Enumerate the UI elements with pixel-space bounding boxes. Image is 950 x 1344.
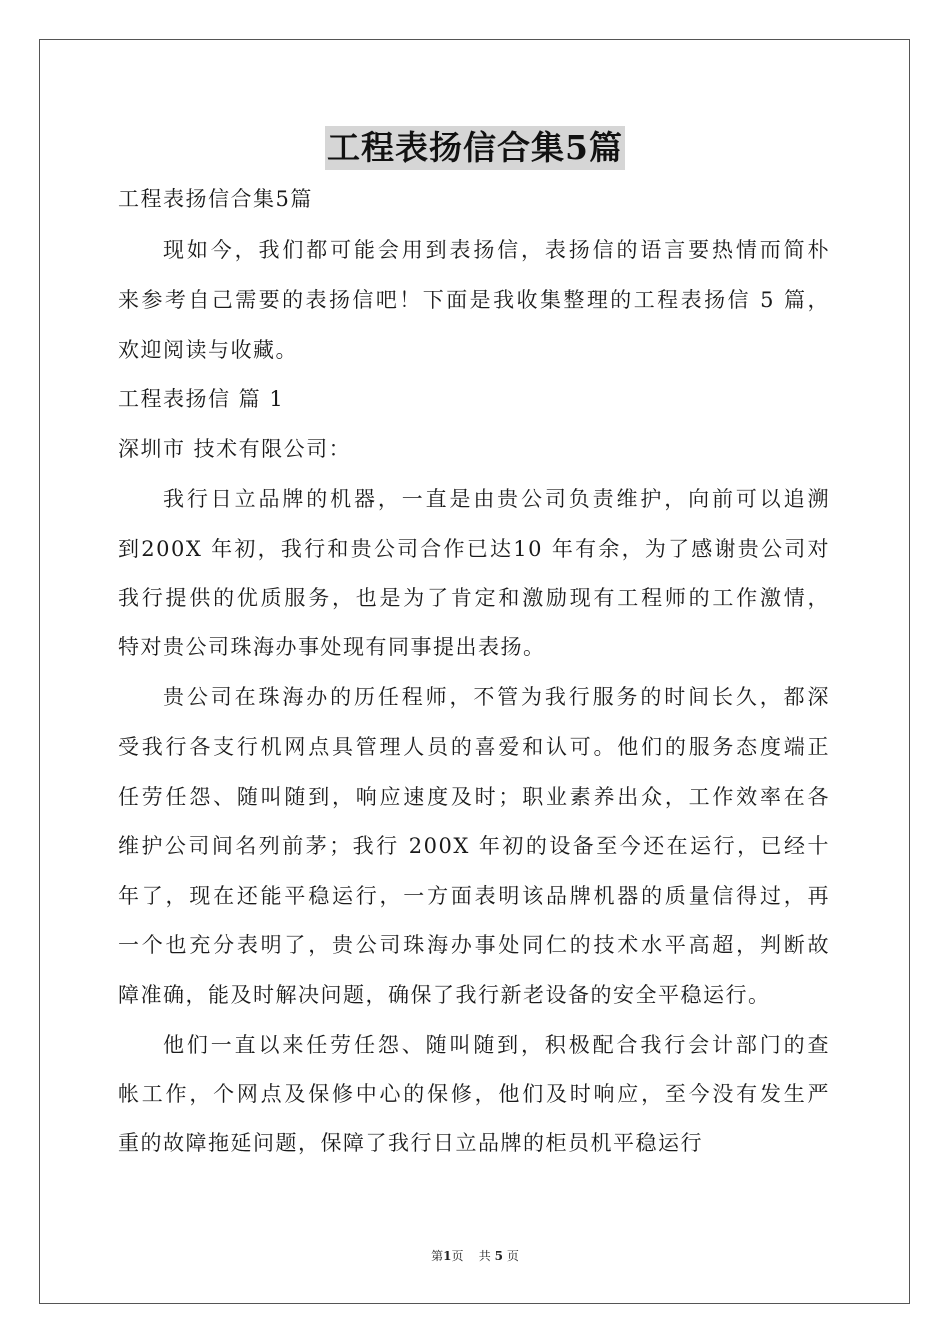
footer-page-current: 1 [443, 1249, 452, 1263]
paragraph-line: 年了，现在还能平稳运行，一方面表明该品牌机器的质量信得过，再 [118, 884, 830, 908]
subtitle-line: 工程表扬信合集5篇 [118, 187, 313, 211]
paragraph-line: 贵公司在珠海办的历任程师，不管为我行服务的时间长久，都深 [163, 685, 830, 709]
paragraph-line: 欢迎阅读与收藏。 [118, 338, 298, 362]
paragraph-line: 任劳任怨、随叫随到，响应速度及时；职业素养出众，工作效率在各 [118, 785, 830, 809]
paragraph-line: 维护公司间名列前茅；我行 200X 年初的设备至今还在运行，已经十 [118, 834, 830, 858]
paragraph-line: 受我行各支行机网点具管理人员的喜爱和认可。他们的服务态度端正 [118, 735, 830, 759]
title-container [0, 126, 950, 170]
paragraph-line: 一个也充分表明了，贵公司珠海办事处同仁的技术水平高超，判断故 [118, 933, 830, 957]
paragraph-line: 重的故障拖延问题，保障了我行日立品牌的柜员机平稳运行 [118, 1131, 703, 1155]
paragraph-line: 我行日立品牌的机器，一直是由贵公司负责维护，向前可以追溯 [163, 487, 830, 511]
page-border [39, 39, 910, 1304]
footer-total-prefix: 共 [478, 1249, 491, 1263]
paragraph-line: 现如今，我们都可能会用到表扬信，表扬信的语言要热情而简朴 [163, 238, 830, 262]
footer-page-total: 5 [494, 1249, 503, 1263]
footer-total-suffix: 页 [506, 1249, 519, 1263]
section-heading: 工程表扬信 篇 1 [118, 387, 285, 411]
salutation: 深圳市 技术有限公司： [118, 437, 352, 461]
footer-page-prefix: 第 [431, 1249, 444, 1263]
paragraph-line: 到200X 年初，我行和贵公司合作已达10 年有余，为了感谢贵公司对 [118, 537, 830, 561]
paragraph-line: 障准确，能及时解决问题，确保了我行新老设备的安全平稳运行。 [118, 983, 771, 1007]
paragraph-line: 来参考自己需要的表扬信吧！下面是我收集整理的工程表扬信 5 篇， [118, 288, 830, 312]
document-title: 工程表扬信合集5篇 [325, 126, 625, 170]
footer-page-suffix: 页 [451, 1249, 464, 1263]
paragraph-line: 帐工作，个网点及保修中心的保修，他们及时响应，至今没有发生严 [118, 1082, 830, 1106]
paragraph-line: 特对贵公司珠海办事处现有同事提出表扬。 [118, 635, 546, 659]
paragraph-line: 我行提供的优质服务，也是为了肯定和激励现有工程师的工作激情， [118, 586, 830, 610]
page-footer [0, 1248, 950, 1264]
paragraph-line: 他们一直以来任劳任怨、随叫随到，积极配合我行会计部门的查 [163, 1033, 830, 1057]
